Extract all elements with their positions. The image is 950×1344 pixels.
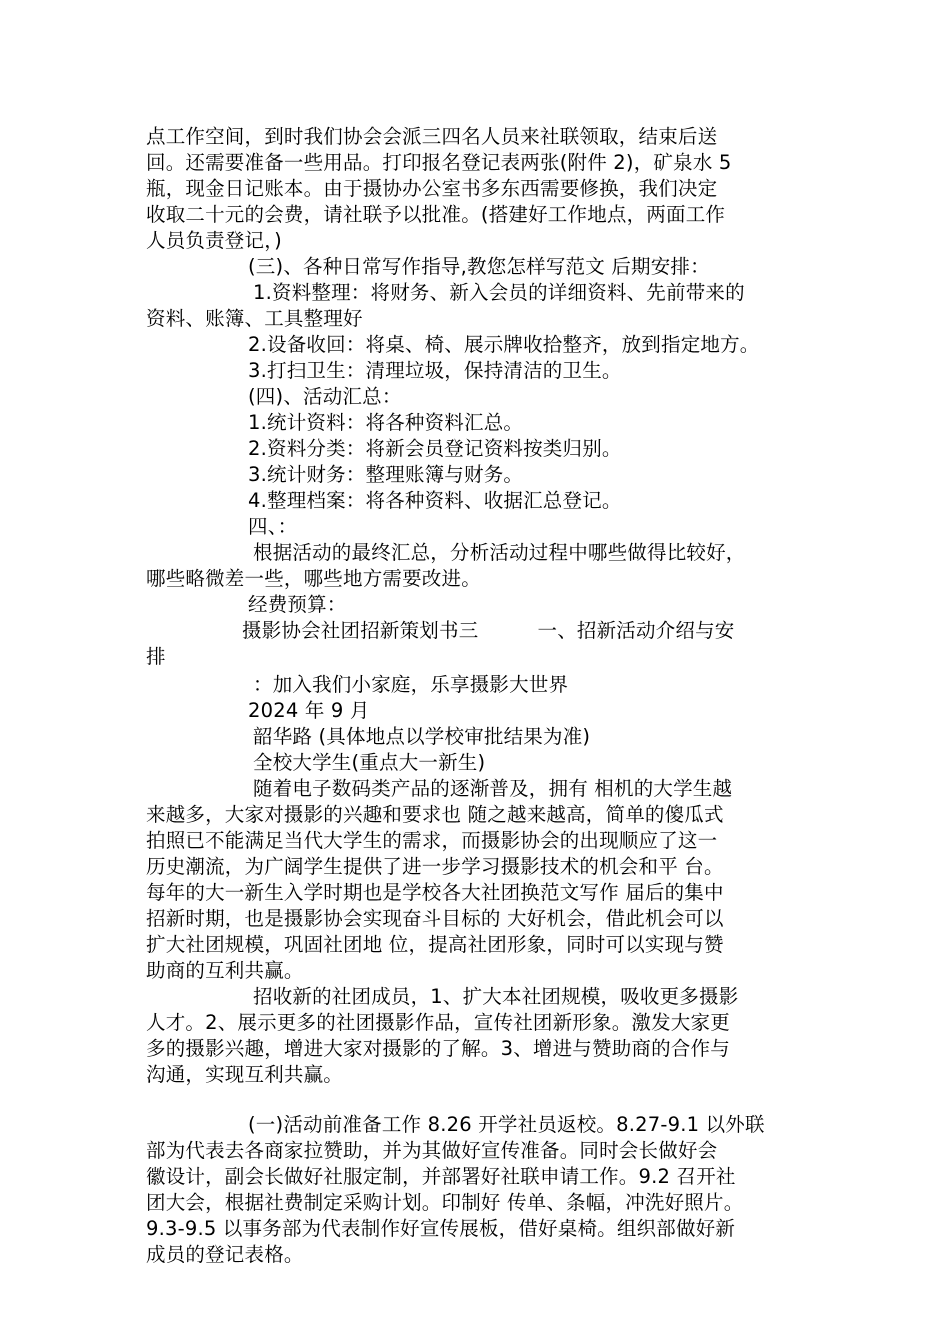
text-line: 韶华路 (具体地点以学校审批结果为准) <box>253 725 591 748</box>
section-heading: (四)、活动汇总： <box>248 385 402 408</box>
text-line: 多的摄影兴趣，增进大家对摄影的了解。3、增进与赞助商的合作与 <box>146 1037 730 1060</box>
text-line: 资料、账簿、工具整理好 <box>146 307 363 330</box>
text-line: 点工作空间，到时我们协会会派三四名人员来社联领取，结束后送 <box>146 125 718 148</box>
text-line: 每年的大一新生入学时期也是学校各大社团换范文写作 届后的集中 <box>146 881 724 904</box>
text-line: 全校大学生(重点大一新生) <box>253 751 486 774</box>
text-line: 哪些略微差一些，哪些地方需要改进。 <box>146 567 481 590</box>
text-line: (一)活动前准备工作 8.26 开学社员返校。8.27-9.1 以外联 <box>248 1113 765 1136</box>
text-line: 4.整理档案：将各种资料、收据汇总登记。 <box>248 489 622 512</box>
text-line: 招新时期，也是摄影协会实现奋斗目标的 大好机会，借此机会可以 <box>146 907 724 930</box>
text-line: 成员的登记表格。 <box>146 1243 304 1266</box>
text-line: 收取二十元的会费，请社联予以批准。(搭建好工作地点，两面工作 <box>146 203 726 226</box>
text-line: 助商的互利共赢。 <box>146 959 304 982</box>
text-line: 9.3-9.5 以事务部为代表制作好宣传展板，借好桌椅。组织部做好新 <box>146 1217 736 1240</box>
text-line: 部为代表去各商家拉赞助，并为其做好宣传准备。同时会长做好会 <box>146 1139 718 1162</box>
text-line: 拍照已不能满足当代大学生的需求，而摄影协会的出现顺应了这一 <box>146 829 718 852</box>
text-line: 来越多，大家对摄影的兴趣和要求也 随之越来越高，简单的傻瓜式 <box>146 803 724 826</box>
text-line: 3.统计财务：整理账簿与财务。 <box>248 463 524 486</box>
text-line: 排 <box>146 645 166 668</box>
document-title: 摄影协会社团招新策划书三 一、招新活动介绍与安 <box>242 619 735 642</box>
text-line: 2024 年 9 月 <box>248 699 370 722</box>
text-line: 2.资料分类：将新会员登记资料按类归别。 <box>248 437 622 460</box>
text-line: 历史潮流，为广阔学生提供了进一步学习摄影技术的机会和平 台。 <box>146 855 724 878</box>
text-line: 团大会，根据社费制定采购计划。印制好 传单、条幅，冲洗好照片。 <box>146 1191 744 1214</box>
text-line: 扩大社团规模，巩固社团地 位，提高社团形象，同时可以实现与赞 <box>146 933 724 956</box>
text-line: 回。还需要准备一些用品。打印报名登记表两张(附件 2)，矿泉水 5 <box>146 151 732 174</box>
text-line: 根据活动的最终汇总，分析活动过程中哪些做得比较好， <box>253 541 746 564</box>
text-line: 1.资料整理：将财务、新入会员的详细资料、先前带来的 <box>253 281 745 304</box>
text-line: 3.打扫卫生：清理垃圾，保持清洁的卫生。 <box>248 359 622 382</box>
section-heading: (三)、各种日常写作指导,教您怎样写范文 后期安排： <box>248 255 710 278</box>
text-line: 瓶，现金日记账本。由于摄协办公室书多东西需要修换，我们决定 <box>146 177 718 200</box>
text-line: 1.统计资料：将各种资料汇总。 <box>248 411 524 434</box>
text-line: 沟通，实现互利共赢。 <box>146 1063 344 1086</box>
text-line: 徽设计，副会长做好社服定制，并部署好社联申请工作。9.2 召开社 <box>146 1165 736 1188</box>
text-line: 2.设备收回：将桌、椅、展示牌收拾整齐，放到指定地方。 <box>248 333 760 356</box>
section-heading: 四、： <box>248 515 298 538</box>
text-line: ：加入我们小家庭，乐享摄影大世界 <box>253 673 569 696</box>
text-line: 人才。2、展示更多的社团摄影作品，宣传社团新形象。激发大家更 <box>146 1011 730 1034</box>
section-heading: 经费预算： <box>248 593 347 616</box>
text-line: 随着电子数码类产品的逐渐普及，拥有 相机的大学生越 <box>253 777 733 800</box>
text-line: 人员负责登记，) <box>146 229 282 252</box>
text-line: 招收新的社团成员，1、扩大本社团规模，吸收更多摄影 <box>253 985 739 1008</box>
